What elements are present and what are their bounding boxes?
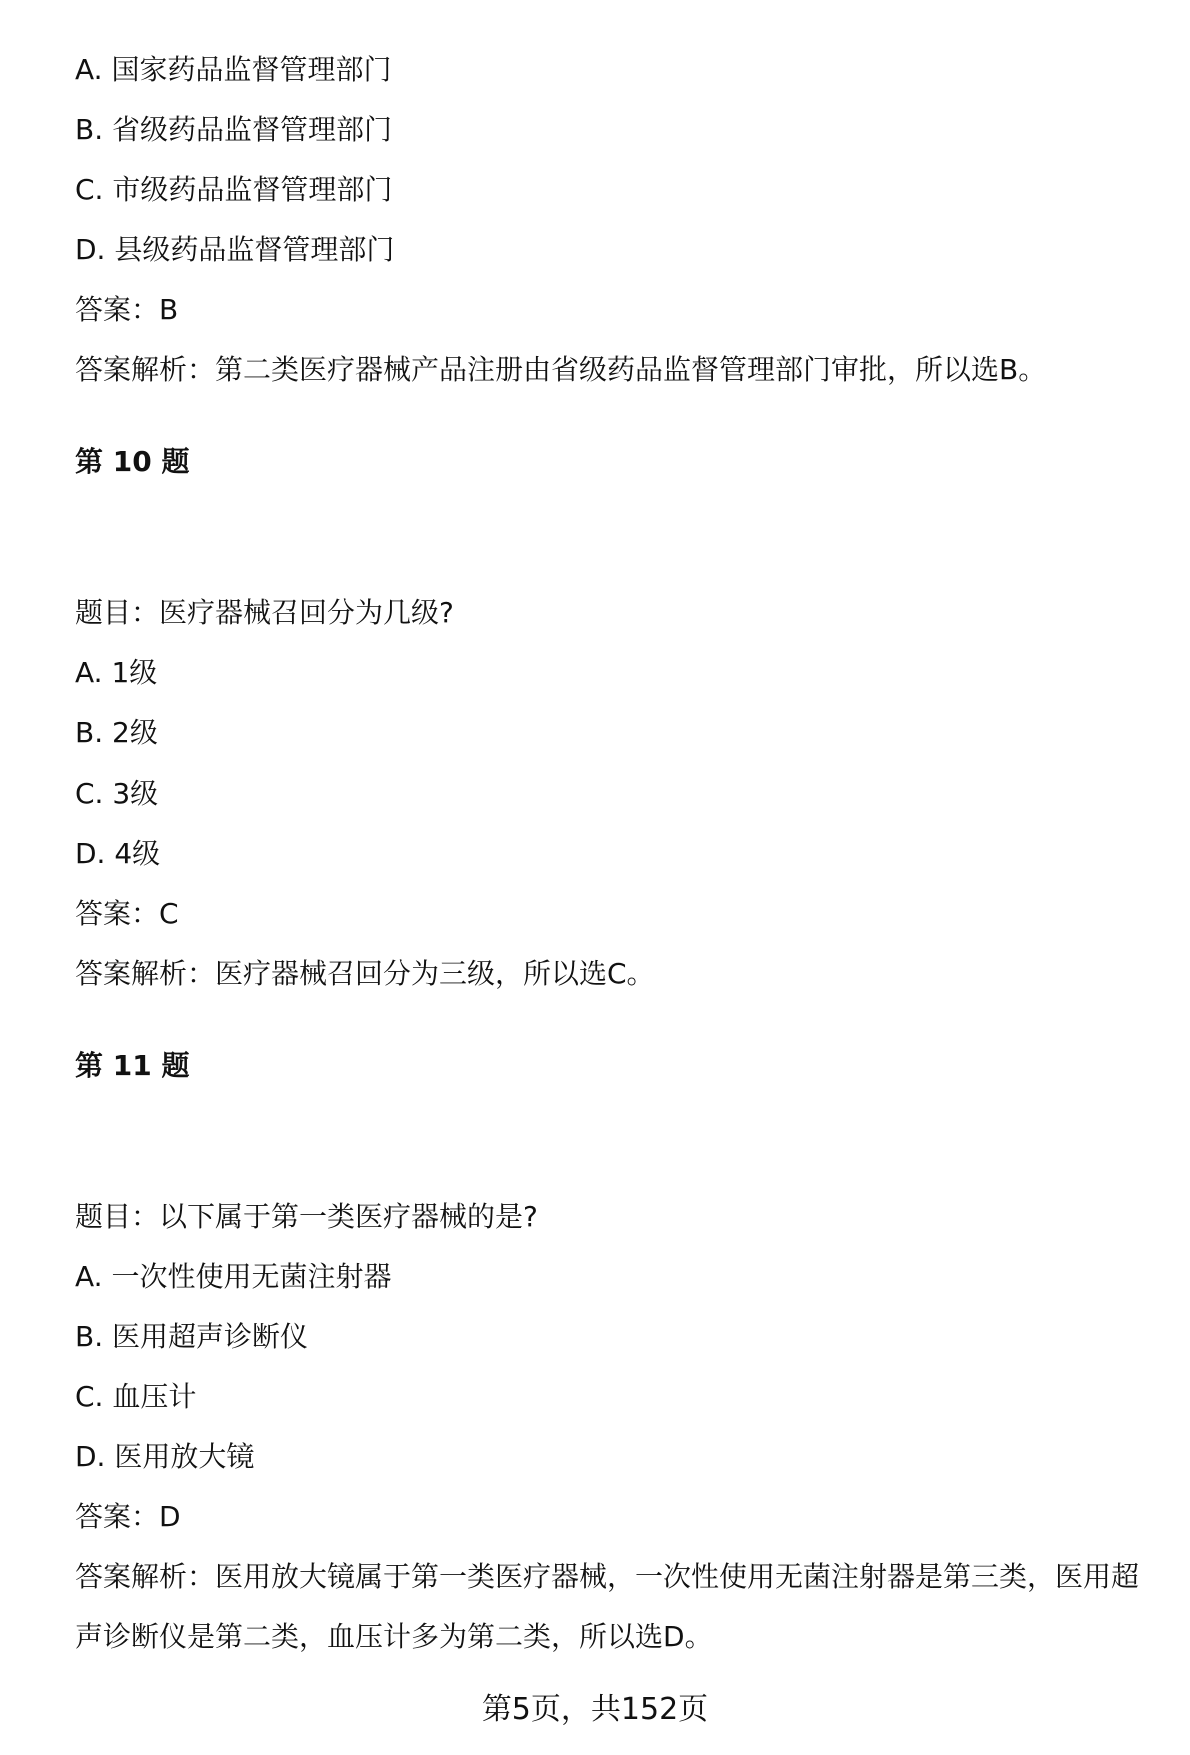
q11-explanation: 答案解析：医用放大镜属于第一类医疗器械，一次性使用无菌注射器是第三类，医用超声诊断仪是第二类，血压计多为第二类，所以选D。	[75, 1560, 1140, 1653]
q9-option-b: B. 省级药品监督管理部门	[75, 113, 393, 146]
q9-answer: 答案：B	[75, 293, 179, 326]
q9-option-d: D. 县级药品监督管理部门	[75, 233, 395, 266]
q10-explanation: 答案解析：医疗器械召回分为三级，所以选C。	[75, 957, 655, 990]
q10-heading: 第 10 题	[75, 445, 190, 478]
q9-option-c: C. 市级药品监督管理部门	[75, 173, 393, 206]
q9-option-a: A. 国家药品监督管理部门	[75, 53, 392, 86]
q10-answer: 答案：C	[75, 897, 179, 930]
q11-question: 题目：以下属于第一类医疗器械的是?	[75, 1200, 538, 1233]
q10-option-d: D. 4级	[75, 837, 161, 870]
q10-question: 题目：医疗器械召回分为几级?	[75, 596, 454, 629]
q10-option-b: B. 2级	[75, 716, 158, 749]
q11-option-d: D. 医用放大镜	[75, 1440, 255, 1473]
page-number: 第5页，共152页	[481, 1692, 709, 1727]
q10-option-a: A. 1级	[75, 656, 158, 689]
q9-explanation: 答案解析：第二类医疗器械产品注册由省级药品监督管理部门审批，所以选B。	[75, 353, 1047, 386]
q11-option-c: C. 血压计	[75, 1380, 197, 1413]
q11-option-a: A. 一次性使用无菌注射器	[75, 1260, 392, 1293]
q11-option-b: B. 医用超声诊断仪	[75, 1320, 309, 1353]
q10-option-c: C. 3级	[75, 777, 159, 810]
q11-answer: 答案：D	[75, 1500, 181, 1533]
q11-heading: 第 11 题	[75, 1049, 190, 1082]
